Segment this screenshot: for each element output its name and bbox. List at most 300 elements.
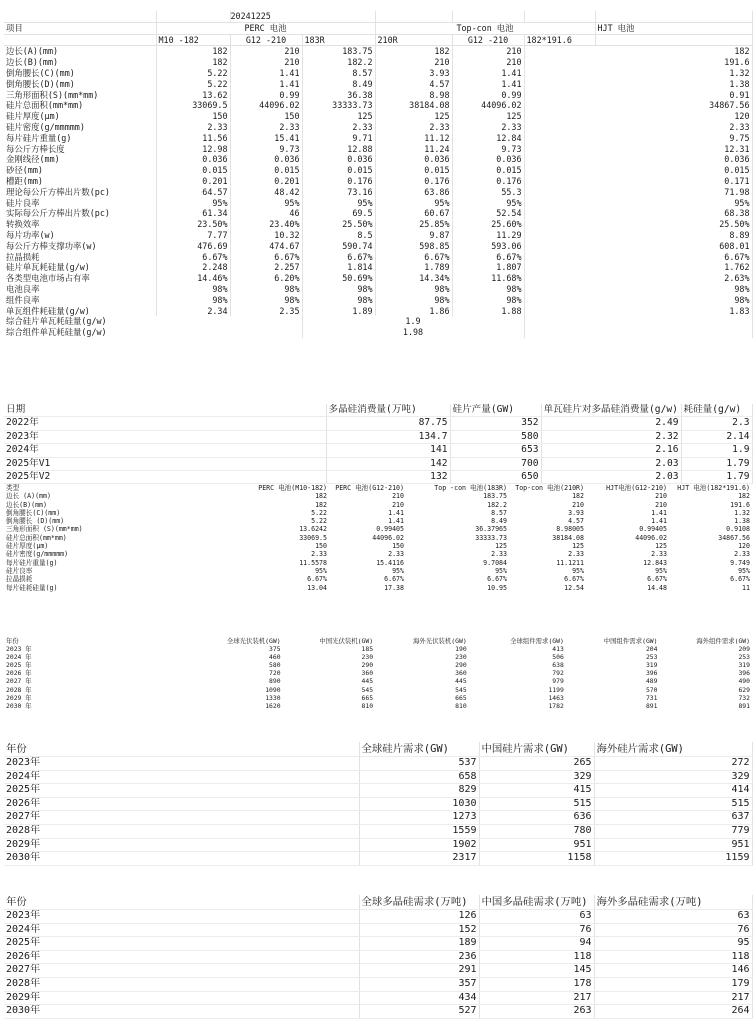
row-label-cell[interactable]: 2026年: [4, 950, 359, 964]
value-cell[interactable]: 9.73: [230, 144, 302, 155]
value-cell[interactable]: 2.33: [491, 550, 507, 559]
row-label-cell[interactable]: 2025年: [4, 784, 359, 798]
value-cell[interactable]: 2.33: [452, 122, 524, 133]
value-cell[interactable]: 125: [452, 111, 524, 122]
row-label-cell[interactable]: 2028年: [4, 824, 359, 838]
value-cell[interactable]: 36.38: [302, 90, 375, 101]
row-label-cell[interactable]: 2025年V2: [4, 471, 326, 484]
value-cell[interactable]: 46: [230, 208, 302, 219]
header-cell[interactable]: 中国光伏装机(GW): [319, 637, 374, 645]
header-cell[interactable]: 全球多晶硅需求(万吨): [359, 895, 479, 910]
row-label-cell[interactable]: 倒角腰长(C)(mm): [4, 68, 156, 79]
row-label-cell[interactable]: 硅片总面积(mm*mm): [6, 533, 67, 542]
value-cell[interactable]: 76: [479, 923, 594, 937]
value-cell[interactable]: 8.57: [302, 68, 375, 79]
value-cell[interactable]: 11.24: [375, 144, 452, 155]
header-cell[interactable]: 类型: [6, 484, 20, 492]
value-cell[interactable]: 230: [361, 653, 374, 662]
value-cell[interactable]: 414: [594, 784, 752, 798]
value-cell[interactable]: 210: [655, 500, 667, 509]
value-cell[interactable]: 9.75: [524, 133, 752, 144]
value-cell[interactable]: 2.33: [734, 550, 750, 559]
value-cell[interactable]: 95%: [738, 566, 750, 575]
value-cell[interactable]: 118: [594, 950, 752, 964]
value-cell[interactable]: 0.015: [375, 165, 452, 176]
value-cell[interactable]: 1.789: [375, 262, 452, 273]
value-cell[interactable]: 2.33: [311, 550, 327, 559]
row-label-cell[interactable]: 每公斤方棒支撑功率(w): [4, 241, 156, 252]
value-cell[interactable]: 1463: [548, 693, 564, 702]
value-cell[interactable]: 263: [479, 1005, 594, 1019]
value-cell[interactable]: 210: [452, 57, 524, 68]
value-cell[interactable]: 52.54: [452, 208, 524, 219]
value-cell[interactable]: 2.33: [524, 122, 752, 133]
row-label-cell[interactable]: 2024年: [4, 923, 359, 937]
row-label-cell[interactable]: 边长(B)(mm): [4, 57, 156, 68]
row-label-cell[interactable]: 2023年: [4, 757, 359, 771]
code-cell[interactable]: 20241225: [230, 11, 375, 22]
value-cell[interactable]: 152: [359, 923, 479, 937]
value-cell[interactable]: 6.67%: [524, 252, 752, 263]
value-cell[interactable]: 2.35: [230, 306, 302, 317]
value-cell[interactable]: 357: [359, 977, 479, 991]
value-cell[interactable]: 126: [359, 910, 479, 924]
value-cell[interactable]: 217: [594, 991, 752, 1005]
value-cell[interactable]: 0.015: [524, 165, 752, 176]
value-cell[interactable]: 98%: [156, 284, 230, 295]
value-cell[interactable]: 118: [479, 950, 594, 964]
header-cell[interactable]: 年份: [4, 742, 359, 757]
value-cell[interactable]: 3.93: [375, 68, 452, 79]
row-label-cell[interactable]: 硅片密度(g/mmmmm): [6, 550, 69, 559]
value-cell[interactable]: 210: [392, 492, 404, 501]
value-cell[interactable]: 95%: [230, 198, 302, 209]
value-cell[interactable]: 329: [479, 770, 594, 784]
value-cell[interactable]: 11.1211: [556, 558, 584, 567]
value-cell[interactable]: 1.38: [734, 517, 750, 526]
value-cell[interactable]: 6.67%: [302, 252, 375, 263]
value-cell[interactable]: 34867.56: [718, 533, 750, 542]
row-label-cell[interactable]: 实际每公斤方棒出片数(pc): [4, 208, 156, 219]
row-label-cell[interactable]: 2024 年: [6, 653, 32, 662]
value-cell[interactable]: 189: [359, 937, 479, 951]
value-cell[interactable]: 95: [594, 937, 752, 951]
value-cell[interactable]: 95%: [302, 198, 375, 209]
value-cell[interactable]: 3.93: [568, 508, 584, 517]
value-cell[interactable]: 182: [315, 500, 327, 509]
row-label-cell[interactable]: 硅片良率: [6, 566, 33, 575]
value-cell[interactable]: 319: [645, 661, 658, 670]
value-cell[interactable]: 6.67%: [564, 575, 584, 584]
value-cell[interactable]: 1620: [265, 701, 281, 710]
value-cell[interactable]: 1.41: [388, 517, 404, 526]
value-cell[interactable]: 95%: [315, 566, 327, 575]
value-cell[interactable]: 179: [594, 977, 752, 991]
value-cell[interactable]: 545: [361, 685, 374, 694]
value-cell[interactable]: 570: [645, 685, 658, 694]
value-cell[interactable]: 73.16: [302, 187, 375, 198]
value-cell[interactable]: 415: [479, 784, 594, 798]
value-cell[interactable]: 6.67%: [307, 575, 327, 584]
value-cell[interactable]: 14.46%: [156, 273, 230, 284]
value-cell[interactable]: 0.015: [302, 165, 375, 176]
value-cell[interactable]: 1.41: [388, 508, 404, 517]
row-label-cell[interactable]: 每公斤方棒长度: [4, 144, 156, 155]
value-cell[interactable]: 95%: [524, 198, 752, 209]
value-cell[interactable]: 489: [645, 677, 658, 686]
value-cell[interactable]: 580: [269, 661, 281, 670]
value-cell[interactable]: 23.40%: [230, 219, 302, 230]
value-cell[interactable]: 120: [524, 111, 752, 122]
value-cell[interactable]: 2.33: [568, 550, 584, 559]
row-label-cell[interactable]: 金刚线径(mm): [4, 154, 156, 165]
value-cell[interactable]: 0.015: [452, 165, 524, 176]
header-cell-topcon[interactable]: Top-con 电池: [375, 22, 595, 34]
value-cell[interactable]: 150: [156, 111, 230, 122]
value-cell[interactable]: 98%: [524, 284, 752, 295]
row-label-cell[interactable]: 2023年: [4, 430, 326, 443]
value-cell[interactable]: 6.67%: [452, 252, 524, 263]
value-cell[interactable]: 2.3: [681, 417, 752, 430]
value-cell[interactable]: 191.6: [524, 57, 752, 68]
value-cell[interactable]: 182.2: [302, 57, 375, 68]
value-cell[interactable]: 190: [455, 645, 467, 654]
value-cell[interactable]: 779: [594, 824, 752, 838]
value-cell[interactable]: 476.69: [156, 241, 230, 252]
value-cell[interactable]: 891: [645, 701, 658, 710]
row-label-cell[interactable]: 硅片厚度(μm): [4, 111, 156, 122]
value-cell[interactable]: 1559: [359, 824, 479, 838]
value-cell[interactable]: 665: [455, 693, 467, 702]
empty-cell[interactable]: [524, 327, 752, 338]
row-label-cell[interactable]: 2029 年: [6, 693, 32, 702]
row-label-cell[interactable]: 组件良率: [4, 295, 156, 306]
row-label-cell[interactable]: 倒角腰长 (D)(mm): [6, 517, 65, 526]
header-cell[interactable]: 多晶硅消费量(万吨): [326, 404, 450, 417]
value-cell[interactable]: 264: [594, 1005, 752, 1019]
value-cell[interactable]: 1158: [479, 852, 594, 866]
value-cell[interactable]: 1.762: [524, 262, 752, 273]
value-cell[interactable]: 9.87: [375, 230, 452, 241]
value-cell[interactable]: 95%: [392, 566, 404, 575]
value-cell[interactable]: 11.56: [156, 133, 230, 144]
row-label-cell[interactable]: 槽距(mm): [4, 176, 156, 187]
value-cell[interactable]: 506: [552, 653, 564, 662]
value-cell[interactable]: 210: [452, 46, 524, 57]
value-cell[interactable]: 1.79: [681, 457, 752, 470]
value-cell[interactable]: 76: [594, 923, 752, 937]
value-cell[interactable]: 810: [455, 701, 467, 710]
value-cell[interactable]: 185: [361, 645, 374, 654]
value-cell[interactable]: 1030: [359, 797, 479, 811]
value-cell[interactable]: 210: [230, 57, 302, 68]
value-cell[interactable]: 10.32: [230, 230, 302, 241]
header-cell[interactable]: 单瓦硅片对多晶硅消费量(g/w): [541, 404, 681, 417]
value-cell[interactable]: 474.67: [230, 241, 302, 252]
row-label-cell[interactable]: 硅片厚度(μm): [6, 542, 49, 551]
value-cell[interactable]: 125: [572, 542, 584, 551]
value-cell[interactable]: 33069.5: [156, 100, 230, 111]
value-cell[interactable]: 1.9: [681, 444, 752, 457]
row-label-cell[interactable]: 2023年: [4, 910, 359, 924]
value-cell[interactable]: 253: [645, 653, 658, 662]
value-cell[interactable]: 0.176: [302, 176, 375, 187]
value-cell[interactable]: 319: [738, 661, 750, 670]
value-cell[interactable]: 98%: [452, 284, 524, 295]
value-cell[interactable]: 1.89: [302, 306, 375, 317]
value-cell[interactable]: 5.22: [156, 79, 230, 90]
value-cell[interactable]: 608.01: [524, 241, 752, 252]
value-cell[interactable]: 9.71: [302, 133, 375, 144]
row-label-cell[interactable]: 砂径(mm): [4, 165, 156, 176]
header-cell[interactable]: HJT 电池(182*191.6): [677, 484, 750, 492]
value-cell[interactable]: 2.257: [230, 262, 302, 273]
value-cell[interactable]: 98%: [302, 295, 375, 306]
header-cell[interactable]: 年份: [6, 637, 19, 645]
header-cell[interactable]: 海外光伏装机(GW): [412, 637, 467, 645]
value-cell[interactable]: 98%: [375, 295, 452, 306]
header-cell[interactable]: 全球硅片需求(GW): [359, 742, 479, 757]
header-cell[interactable]: 中国多晶硅需求(万吨): [479, 895, 594, 910]
header-cell[interactable]: 日期: [4, 404, 326, 417]
header-cell-hjt[interactable]: HJT 电池: [595, 22, 752, 34]
row-label-cell[interactable]: 硅片总面积(mm*mm): [4, 100, 156, 111]
value-cell[interactable]: 182.2: [487, 500, 507, 509]
value-cell[interactable]: 44096.02: [452, 100, 524, 111]
value-cell[interactable]: 210: [230, 46, 302, 57]
value-cell[interactable]: 265: [479, 757, 594, 771]
value-cell[interactable]: 951: [594, 838, 752, 852]
header-cell[interactable]: 硅片产量(GW): [450, 404, 541, 417]
value-cell[interactable]: 0.171: [524, 176, 752, 187]
summary-label-cell[interactable]: 综合硅片单瓦耗硅量(g/w): [4, 316, 302, 327]
value-cell[interactable]: 4.57: [568, 517, 584, 526]
value-cell[interactable]: 6.20%: [230, 273, 302, 284]
value-cell[interactable]: 0.99: [230, 90, 302, 101]
value-cell[interactable]: 25.50%: [524, 219, 752, 230]
value-cell[interactable]: 182: [156, 57, 230, 68]
value-cell[interactable]: 0.99: [452, 90, 524, 101]
value-cell[interactable]: 637: [594, 811, 752, 825]
value-cell[interactable]: 1.41: [651, 508, 667, 517]
value-cell[interactable]: 638: [552, 661, 564, 670]
value-cell[interactable]: 44096.02: [372, 533, 404, 542]
value-cell[interactable]: 120: [738, 542, 750, 551]
row-label-cell[interactable]: 2027年: [4, 964, 359, 978]
value-cell[interactable]: 2.32: [541, 430, 681, 443]
value-cell[interactable]: 979: [552, 677, 564, 686]
value-cell[interactable]: 125: [655, 542, 667, 551]
value-cell[interactable]: 12.843: [643, 558, 667, 567]
row-label-cell[interactable]: 2025年: [4, 937, 359, 951]
value-cell[interactable]: 1.86: [375, 306, 452, 317]
value-cell[interactable]: 1.88: [452, 306, 524, 317]
value-cell[interactable]: 0.9108: [726, 525, 750, 534]
value-cell[interactable]: 329: [594, 770, 752, 784]
row-label-cell[interactable]: 每片硅耗硅量(g): [6, 583, 58, 592]
value-cell[interactable]: 95%: [156, 198, 230, 209]
value-cell[interactable]: 951: [479, 838, 594, 852]
value-cell[interactable]: 98%: [452, 295, 524, 306]
value-cell[interactable]: 360: [455, 669, 467, 678]
row-label-cell[interactable]: 2027年: [4, 811, 359, 825]
value-cell[interactable]: 5.22: [311, 508, 327, 517]
value-cell[interactable]: 61.34: [156, 208, 230, 219]
value-cell[interactable]: 182: [375, 46, 452, 57]
value-cell[interactable]: 55.3: [452, 187, 524, 198]
value-cell[interactable]: 63: [594, 910, 752, 924]
value-cell[interactable]: 1330: [265, 693, 281, 702]
header-cell[interactable]: 中国硅片需求(GW): [479, 742, 594, 757]
value-cell[interactable]: 732: [738, 693, 750, 702]
value-cell[interactable]: 178: [479, 977, 594, 991]
row-label-cell[interactable]: 理论每公斤方棒出片数(pc): [4, 187, 156, 198]
row-label-cell[interactable]: 2026 年: [6, 669, 32, 678]
value-cell[interactable]: 95%: [452, 198, 524, 209]
value-cell[interactable]: 8.49: [302, 79, 375, 90]
row-label-cell[interactable]: 三角形面积 (S)(mm*mm): [6, 525, 83, 534]
value-cell[interactable]: 63.86: [375, 187, 452, 198]
value-cell[interactable]: 150: [230, 111, 302, 122]
row-label-cell[interactable]: 2024年: [4, 444, 326, 457]
header-cell[interactable]: PERC 电池(G12-210): [335, 484, 404, 492]
value-cell[interactable]: 230: [455, 653, 467, 662]
value-cell[interactable]: 580: [450, 430, 541, 443]
value-cell[interactable]: 14.48: [647, 583, 667, 592]
value-cell[interactable]: 146: [594, 964, 752, 978]
value-cell[interactable]: 290: [361, 661, 374, 670]
value-cell[interactable]: 71.98: [524, 187, 752, 198]
value-cell[interactable]: 1159: [594, 852, 752, 866]
value-cell[interactable]: 13.04: [307, 583, 327, 592]
value-cell[interactable]: 9.749: [730, 558, 750, 567]
value-cell[interactable]: 290: [455, 661, 467, 670]
header-cell[interactable]: G12 -210: [230, 34, 302, 46]
value-cell[interactable]: 1.32: [734, 508, 750, 517]
value-cell[interactable]: 0.201: [156, 176, 230, 187]
value-cell[interactable]: 125: [302, 111, 375, 122]
header-cell[interactable]: 项目: [4, 22, 156, 34]
value-cell[interactable]: 0.036: [452, 154, 524, 165]
value-cell[interactable]: 0.036: [230, 154, 302, 165]
value-cell[interactable]: 537: [359, 757, 479, 771]
value-cell[interactable]: 780: [479, 824, 594, 838]
value-cell[interactable]: 182: [315, 492, 327, 501]
value-cell[interactable]: 0.036: [302, 154, 375, 165]
value-cell[interactable]: 1.38: [524, 79, 752, 90]
value-cell[interactable]: 460: [269, 653, 281, 662]
value-cell[interactable]: 527: [359, 1005, 479, 1019]
value-cell[interactable]: 731: [645, 693, 658, 702]
row-label-cell[interactable]: 2026年: [4, 797, 359, 811]
header-cell[interactable]: Top-con 电池(210R): [515, 484, 584, 492]
value-cell[interactable]: 44096.02: [230, 100, 302, 111]
value-cell[interactable]: 8.89: [524, 230, 752, 241]
value-cell[interactable]: 2.03: [541, 471, 681, 484]
value-cell[interactable]: 490: [738, 677, 750, 686]
value-cell[interactable]: 291: [359, 964, 479, 978]
header-cell[interactable]: 210R: [375, 34, 452, 46]
value-cell[interactable]: 50.69%: [302, 273, 375, 284]
value-cell[interactable]: 6.67%: [156, 252, 230, 263]
header-cell[interactable]: M10 -182: [156, 34, 230, 46]
row-label-cell[interactable]: 倒角腰长(D)(mm): [4, 79, 156, 90]
value-cell[interactable]: 191.6: [730, 500, 750, 509]
row-label-cell[interactable]: 转换效率: [4, 219, 156, 230]
value-cell[interactable]: 94: [479, 937, 594, 951]
value-cell[interactable]: 145: [479, 964, 594, 978]
value-cell[interactable]: 396: [645, 669, 658, 678]
value-cell[interactable]: 2.248: [156, 262, 230, 273]
value-cell[interactable]: 1.41: [452, 79, 524, 90]
value-cell[interactable]: 38184.08: [552, 533, 584, 542]
header-cell[interactable]: 182*191.6: [524, 34, 595, 46]
header-cell[interactable]: G12 -210: [452, 34, 524, 46]
value-cell[interactable]: 236: [359, 950, 479, 964]
value-cell[interactable]: 60.67: [375, 208, 452, 219]
value-cell[interactable]: 891: [738, 701, 750, 710]
value-cell[interactable]: 1902: [359, 838, 479, 852]
value-cell[interactable]: 598.85: [375, 241, 452, 252]
value-cell[interactable]: 210: [655, 492, 667, 501]
value-cell[interactable]: 2.33: [388, 550, 404, 559]
value-cell[interactable]: 2.63%: [524, 273, 752, 284]
value-cell[interactable]: 33069.5: [299, 533, 327, 542]
value-cell[interactable]: 7.77: [156, 230, 230, 241]
value-cell[interactable]: 2.33: [230, 122, 302, 133]
row-label-cell[interactable]: 2025 年: [6, 661, 32, 670]
value-cell[interactable]: 6.67%: [647, 575, 667, 584]
value-cell[interactable]: 6.67%: [730, 575, 750, 584]
value-cell[interactable]: 0.91: [524, 90, 752, 101]
value-cell[interactable]: 15.4116: [376, 558, 404, 567]
value-cell[interactable]: 141: [326, 444, 450, 457]
header-cell[interactable]: 海外硅片需求(GW): [594, 742, 752, 757]
value-cell[interactable]: 1199: [548, 685, 564, 694]
value-cell[interactable]: 98%: [156, 295, 230, 306]
value-cell[interactable]: 25.60%: [452, 219, 524, 230]
value-cell[interactable]: 69.5: [302, 208, 375, 219]
value-cell[interactable]: 658: [359, 770, 479, 784]
row-label-cell[interactable]: 2029年: [4, 838, 359, 852]
value-cell[interactable]: 15.41: [230, 133, 302, 144]
value-cell[interactable]: 545: [455, 685, 467, 694]
value-cell[interactable]: 653: [450, 444, 541, 457]
empty-cell[interactable]: [524, 316, 752, 327]
value-cell[interactable]: 720: [269, 669, 281, 678]
row-label-cell[interactable]: 2029年: [4, 991, 359, 1005]
row-label-cell[interactable]: 每片硅片重量(g): [6, 558, 58, 567]
value-cell[interactable]: 0.036: [375, 154, 452, 165]
value-cell[interactable]: 98%: [375, 284, 452, 295]
value-cell[interactable]: 12.98: [156, 144, 230, 155]
row-label-cell[interactable]: 各类型电池市场占有率: [4, 273, 156, 284]
row-label-cell[interactable]: 2028 年: [6, 685, 32, 694]
row-label-cell[interactable]: 拉晶损耗: [4, 252, 156, 263]
value-cell[interactable]: 0.015: [156, 165, 230, 176]
value-cell[interactable]: 98%: [230, 284, 302, 295]
value-cell[interactable]: 1.41: [651, 517, 667, 526]
value-cell[interactable]: 33333.73: [475, 533, 507, 542]
value-cell[interactable]: 2.33: [156, 122, 230, 133]
row-label-cell[interactable]: 三角形面积(S)(mm*mm): [4, 90, 156, 101]
value-cell[interactable]: 829: [359, 784, 479, 798]
value-cell[interactable]: 142: [326, 457, 450, 470]
value-cell[interactable]: 63: [479, 910, 594, 924]
value-cell[interactable]: 8.5: [302, 230, 375, 241]
value-cell[interactable]: 95%: [375, 198, 452, 209]
value-cell[interactable]: 413: [552, 645, 564, 654]
